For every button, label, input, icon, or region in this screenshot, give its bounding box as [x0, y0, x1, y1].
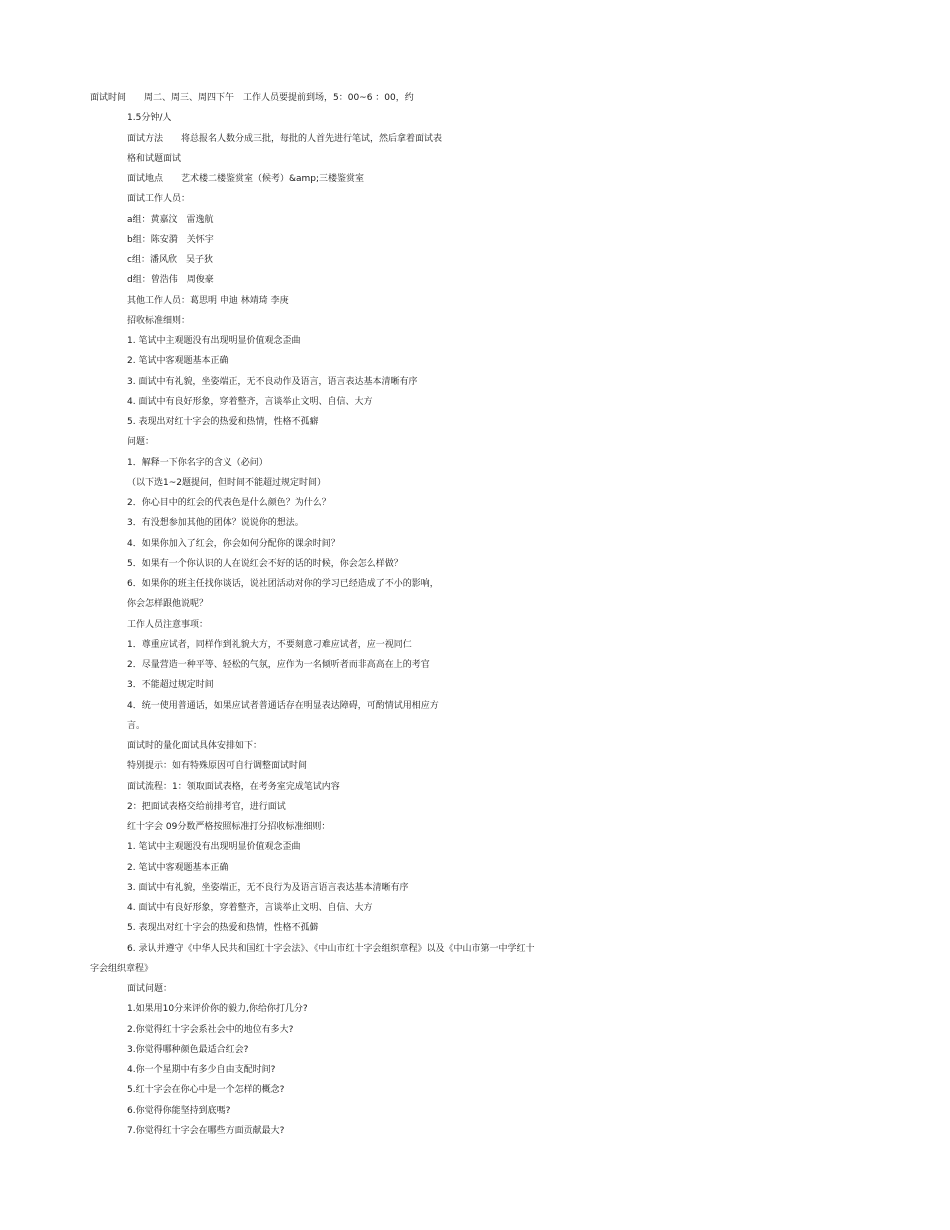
- text-line: 2. 笔试中客观题基本正确: [127, 862, 229, 873]
- text-line: 4.你一个星期中有多少自由支配时间?: [127, 1065, 276, 1075]
- text-line: c组：潘风欣 吴子狄: [127, 255, 213, 265]
- text-line: 1.如果用10分来评价你的毅力,你给你打几分?: [127, 1004, 308, 1015]
- text-line: 格和试题面试: [127, 153, 182, 164]
- text-line: 3. 面试中有礼貌，坐姿端正，无不良动作及语言，语言表达基本清晰有序: [127, 376, 418, 387]
- text-line: 5. 表现出对红十字会的热爱和热情，性格不孤僻: [127, 923, 319, 934]
- text-line: 2：把面试表格交给前排考官，进行面试: [127, 801, 286, 812]
- text-line: 面试地点 艺术楼二楼鉴赏室（候考）&amp;三楼鉴赏室: [127, 174, 365, 184]
- text-line: 言。: [127, 720, 146, 731]
- text-line: 招收标准细则：: [127, 315, 191, 326]
- text-line: 5．如果有一个你认识的人在说红会不好的话的时候，你会怎么样做？: [127, 558, 403, 569]
- text-line: 6．如果你的班主任找你谈话，说社团活动对你的学习已经造成了不小的影响，: [127, 579, 439, 589]
- text-line: 字会组织章程》: [90, 963, 154, 974]
- text-line: 1. 笔试中主观题没有出现明显价值观念歪曲: [127, 842, 301, 853]
- text-line: 5.红十字会在你心中是一个怎样的概念?: [127, 1085, 285, 1096]
- text-line: 4. 面试中有良好形象，穿着整齐，言谈举止文明、自信、大方: [127, 396, 373, 407]
- text-line: 面试时间 周二、周三、周四下午 工作人员要提前到场，5：00~6 ：00，约: [90, 93, 414, 103]
- text-line: 2．你心目中的红会的代表色是什么颜色？为什么？: [127, 498, 331, 508]
- text-line: 6. 录认并遵守《中华人民共和国红十字会法》、《中山市红十字会组织章程》以及《中山市第一中学红十: [127, 943, 535, 954]
- text-line: 3．不能超过规定时间: [127, 680, 214, 691]
- text-line: 3.你觉得哪种颜色最适合红会?: [127, 1044, 249, 1055]
- text-line: 7.你觉得红十字会在哪些方面贡献最大?: [127, 1125, 285, 1136]
- text-line: 面试流程：1：领取面试表格，在考务室完成笔试内容: [127, 781, 340, 792]
- text-line: 工作人员注意事项：: [127, 619, 209, 630]
- text-line: d组：曾浩伟 周俊豪: [127, 275, 214, 286]
- text-line: 面试工作人员：: [127, 194, 191, 205]
- text-line: 问题：: [127, 437, 155, 448]
- text-line: 5. 表现出对红十字会的热爱和热情，性格不孤癖: [127, 417, 319, 427]
- text-line: 1.5分钟/人: [127, 113, 172, 124]
- text-line: 1．解释一下你名字的含义（必问）: [127, 457, 268, 468]
- text-line: 面试时的量化面试具体安排如下：: [127, 741, 263, 751]
- text-line: 3．有没想参加其他的团体？说说你的想法。: [127, 518, 304, 529]
- text-line: （以下选1~2题提问，但时间不能超过规定时间）: [127, 477, 326, 488]
- document-body: [0, 88, 950, 1141]
- text-line: 6.你觉得你能坚持到底嗎?: [127, 1105, 231, 1116]
- text-line: 2．尽量营造一种平等、轻松的气氛，应作为一名倾听者而非高高在上的考官: [127, 660, 430, 670]
- text-line: 2.你觉得红十字会系社会中的地位有多大?: [127, 1024, 294, 1035]
- text-line: 2. 笔试中客观题基本正确: [127, 356, 229, 367]
- text-line: b组：陈安漪 关怀宇: [127, 234, 214, 245]
- text-line: 4．如果你加入了红会，你会如何分配你的课余时间？: [127, 538, 340, 549]
- text-line: 红十字会 09分数严格按照标准打分招收标准细则：: [127, 822, 331, 832]
- text-line: 4．统一使用普通话，如果应试者普通话存在明显表达障碍，可酌情试用相应方: [127, 700, 439, 711]
- text-line: 3. 面试中有礼貌，坐姿端正，无不良行为及语言语言表达基本清晰有序: [127, 882, 409, 893]
- text-line: a组：黄嘉汶 雷逸航: [127, 214, 214, 225]
- text-line: 4. 面试中有良好形象，穿着整齐，言谈举止文明、自信、大方: [127, 903, 373, 913]
- text-line: 你会怎样跟他说呢？: [127, 599, 209, 610]
- text-line: 1. 笔试中主观题没有出现明显价值观念歪曲: [127, 336, 301, 346]
- text-line: 面试问题：: [127, 984, 173, 994]
- text-line: 特别提示：如有特殊原因可自行调整面试时间: [127, 761, 308, 772]
- text-line: 面试方法 将总报名人数分成三批，每批的人首先进行笔试，然后拿着面试表: [127, 133, 443, 144]
- text-line: 1．尊重应试者，同样作到礼貌大方，不要刻意刁难应试者，应一视同仁: [127, 639, 412, 650]
- text-line: 其他工作人员：葛思明 申迪 林靖琦 李庚: [127, 295, 289, 306]
